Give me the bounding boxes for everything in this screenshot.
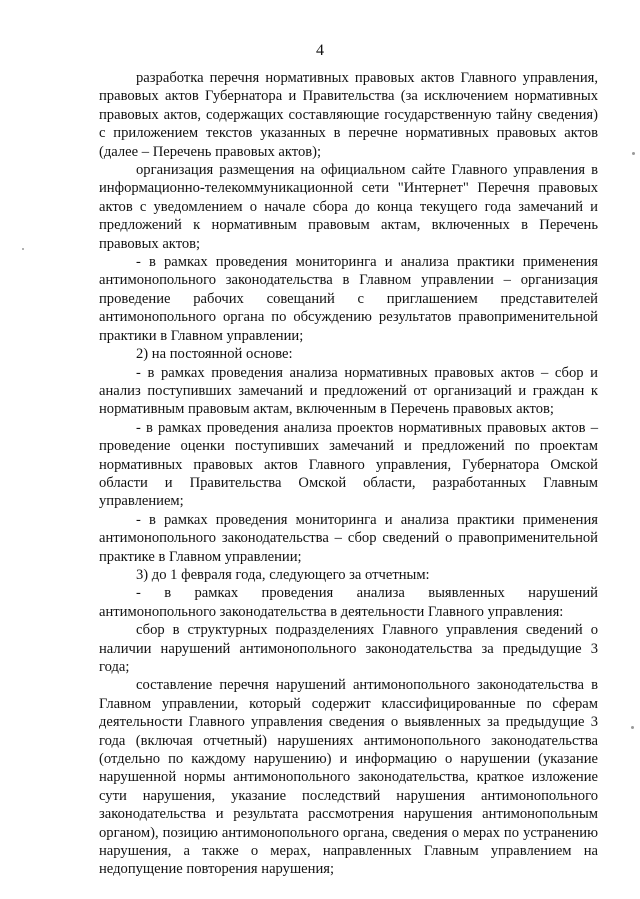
paragraph: организация размещения на официальном сайте Главного управления в информационно-телекоммуникационной сети "Интернет" Перечня правовых актов с уведомлением о начале сбора до конца текущего года замечаний и предложений к нормативным правовым актам, включенных в Перечень правовых актов;	[99, 162, 598, 252]
paragraph: разработка перечня нормативных правовых актов Главного управления, правовых актов Губернатора и Правительства (за исключением нормативных правовых актов, содержащих составляющие государственную тайну сведения) с приложением текстов указанных в перечне нормативных правовых актов (далее – Перечень правовых актов);	[99, 70, 598, 160]
paragraph: 3) до 1 февраля года, следующего за отчетным:	[136, 566, 430, 583]
page-number: 4	[316, 42, 324, 59]
document-body	[99, 69, 598, 879]
paragraph: составление перечня нарушений антимонопольного законодательства в Главном управлении, который содержит классифицированные по сферам деятельности Главного управления сведения о выявленных за предыдущие 3 года (включая отчетный) нарушениях антимонопольного законодательства (отдельно по каждому нарушению) и информацию о нарушении (указание нарушенной нормы антимонопольного законодательства, краткое изложение сути нарушения, указание последствий нарушения антимонопольного законодательства и результата рассмотрения нарушения антимонопольным органом), позицию антимонопольного органа, сведения о мерах по устранению нарушения, а также о мерах, направленных Главным управлением на недопущение повторения нарушения;	[99, 677, 598, 878]
paragraph: - в рамках проведения анализа проектов нормативных правовых актов – проведение оценки поступивших замечаний и предложений по проектам нормативных правовых актов Главного управления, Губернатора Омской области и Правительства Омской области, разработанных Главным управлением;	[99, 419, 598, 510]
paragraph: - в рамках проведения анализа нормативных правовых актов – сбор и анализ поступивших замечаний и предложений от организаций и граждан к нормативным правовым актам, включенным в Перечень правовых актов;	[99, 364, 598, 418]
paragraph: 2) на постоянной основе:	[136, 346, 293, 363]
scan-speck	[631, 726, 634, 729]
paragraph: - в рамках проведения мониторинга и анализа практики применения антимонопольного законодательства в Главном управлении – организация проведение рабочих совещаний с приглашением представителей антимонопольного органа по обсуждению результатов правоприменительной практики в Главном управлении;	[99, 254, 598, 344]
paragraph: сбор в структурных подразделениях Главного управления сведений о наличии нарушений антимонопольного законодательства за предыдущие 3 года;	[99, 622, 598, 675]
scan-speck	[632, 152, 635, 155]
paragraph: - в рамках проведения анализа выявленных нарушений антимонопольного законодательства в деятельности Главного управления:	[99, 585, 598, 620]
paragraph: - в рамках проведения мониторинга и анализа практики применения антимонопольного законодательства – сбор сведений о правоприменительной практике в Главном управлении;	[99, 511, 598, 565]
scan-speck	[22, 248, 24, 250]
